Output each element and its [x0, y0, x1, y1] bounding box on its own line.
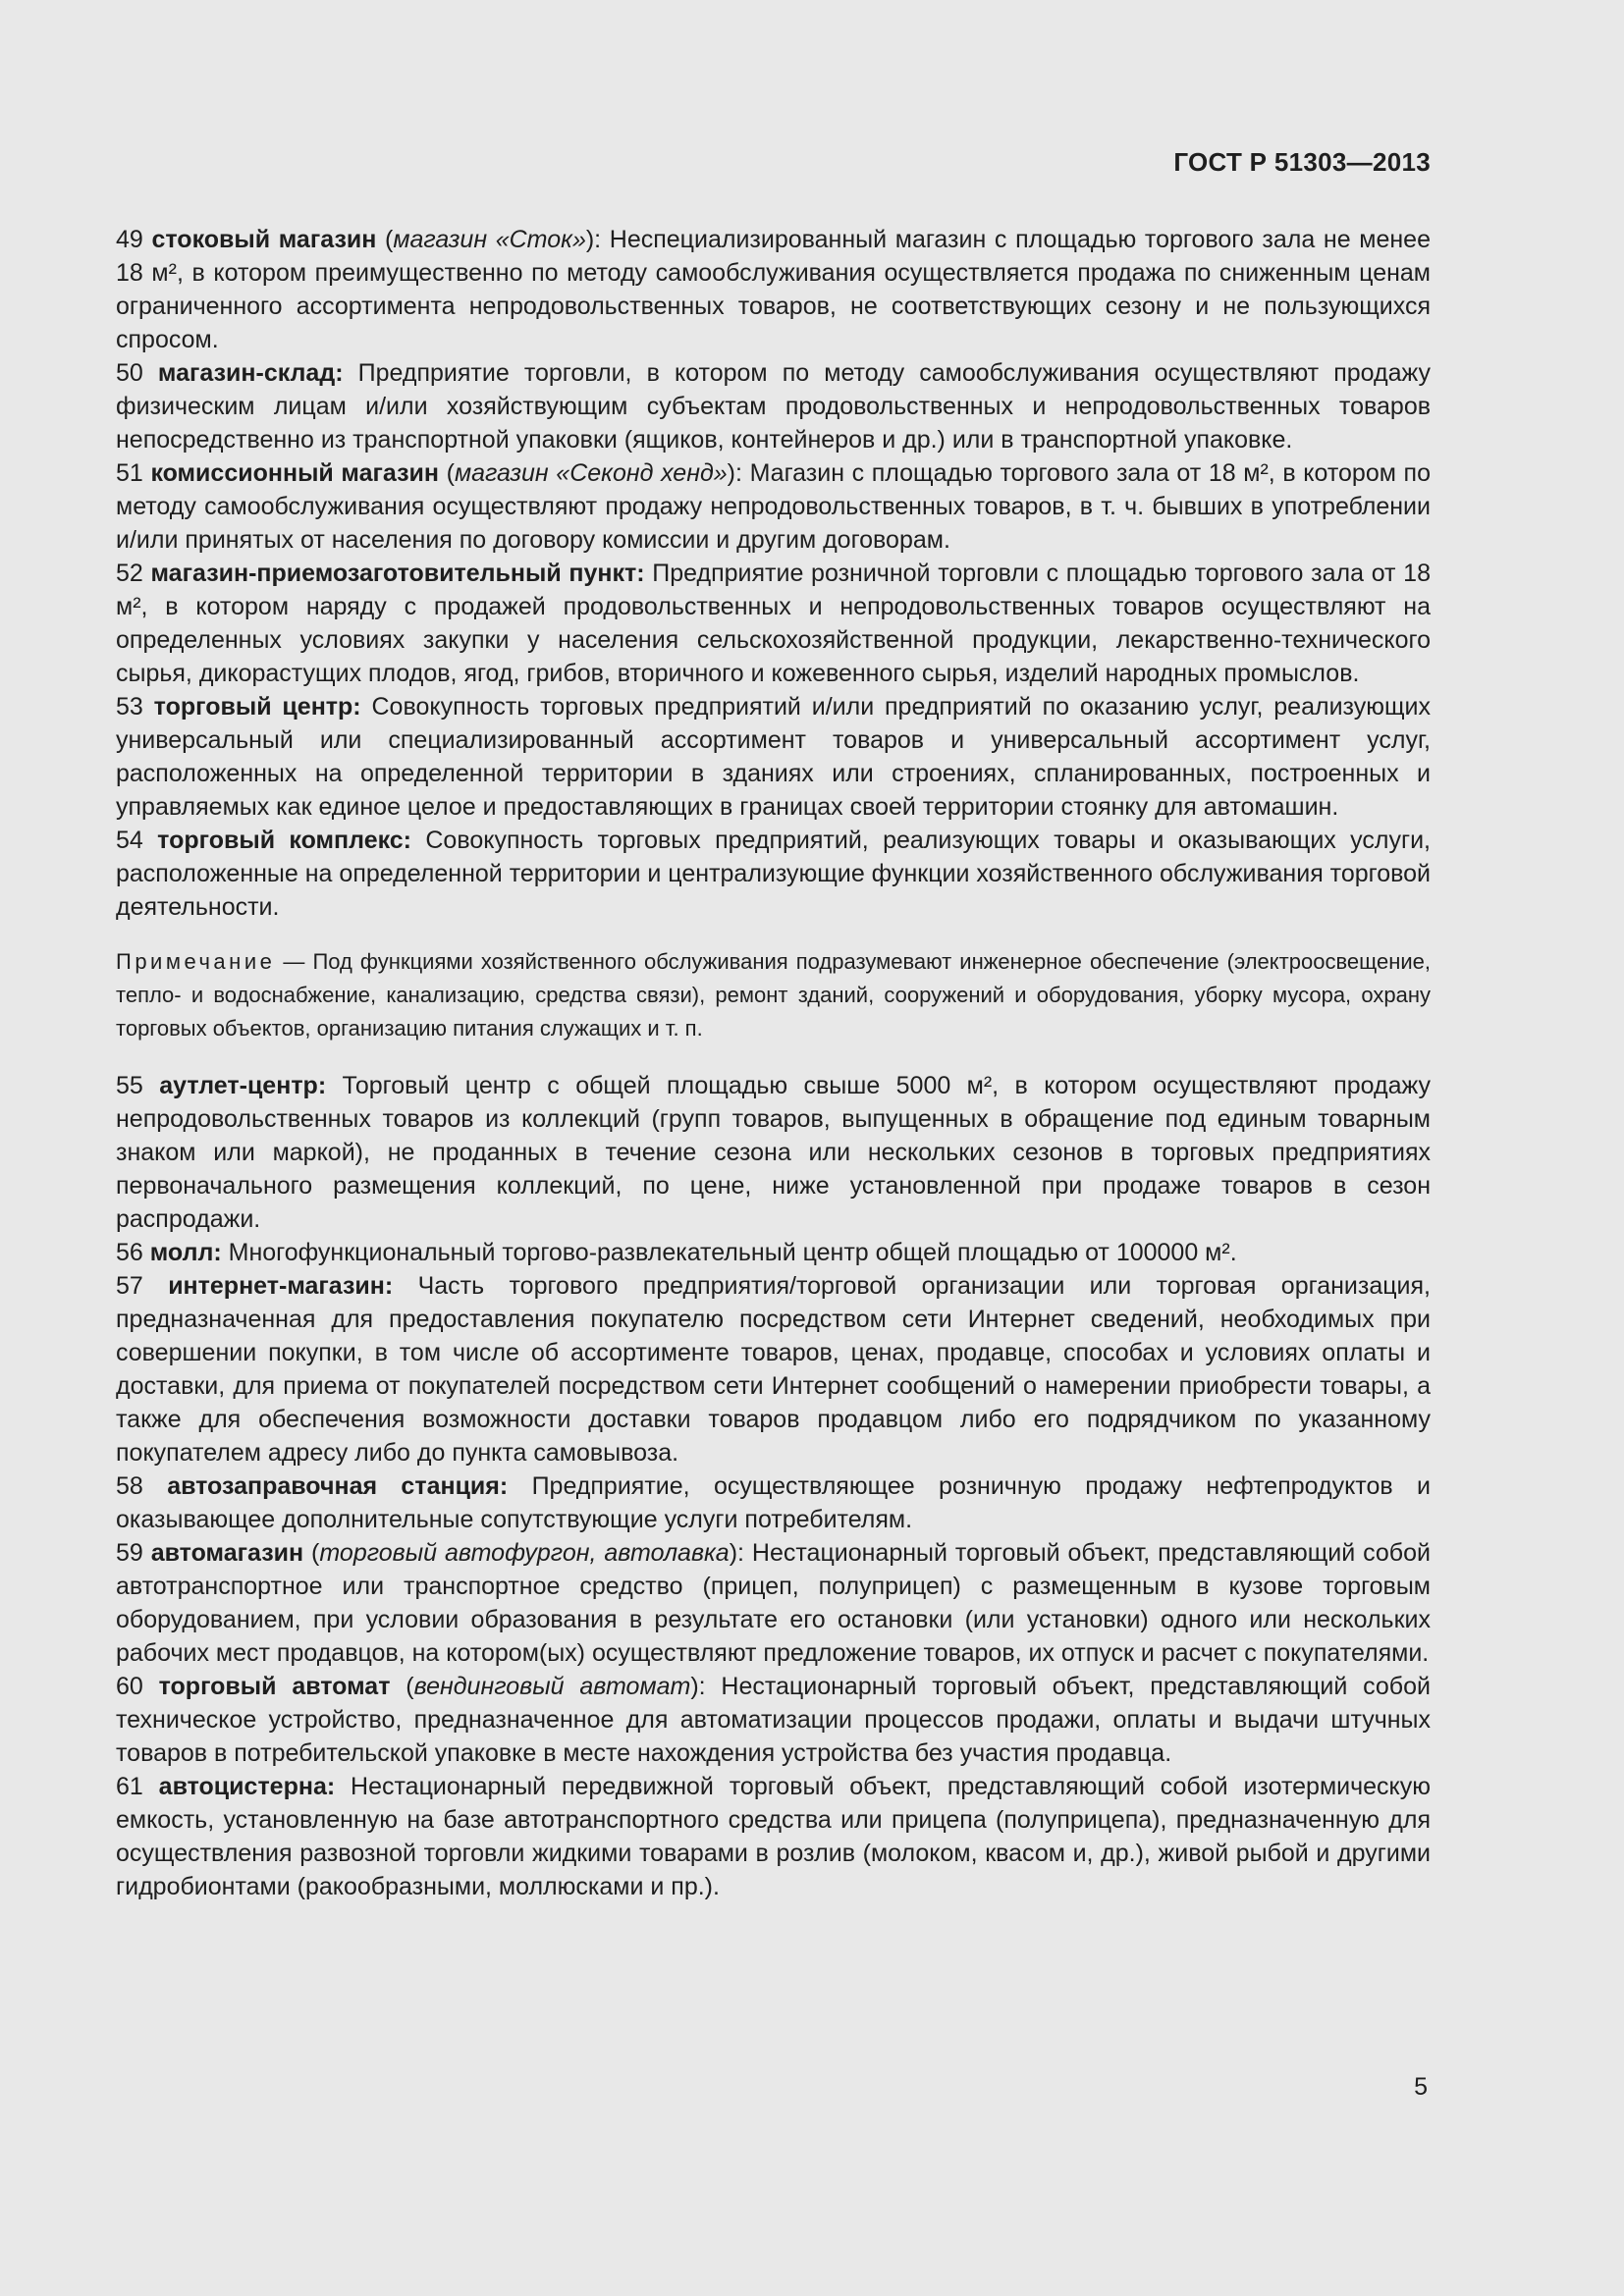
entry-number: 57 [116, 1272, 143, 1300]
definition-entry-57 [116, 1269, 1431, 1469]
definition-entry-56 [116, 1236, 1431, 1269]
definition-text: Совокупность торговых предприятий и/или предприятий по оказанию услуг, реализующих универсальный или специализированный ассортимент товаров и универсальный ассортимент услуг, расположенных на определенной территории в зданиях или строениях, спланированных, построенных и управляемых как единое целое и предоставляющих в границах своей территории стоянку для автомашин. [116, 693, 1432, 821]
definition-entry-55 [116, 1069, 1431, 1236]
definition-text: Торговый центр с общей площадью свыше 5000 м², в котором осуществляют продажу непродовольственных товаров из коллекций (групп товаров, выпущенных в обращение под единым товарным знаком или маркой), не проданных в течение сезона или нескольких сезонов в торговых предприятиях первоначального размещения коллекций, по цене, ниже установленной при продаже товаров в сезон распродажи. [116, 1072, 1431, 1233]
term: автоцистерна: [158, 1773, 336, 1800]
definition-text: Предприятие, осуществляющее розничную продажу нефтепродуктов и оказывающее дополнительные сопутствующие услуги потребителям. [116, 1472, 1431, 1533]
term: комиссионный магазин [150, 459, 439, 487]
definition-text: : Нестационарный торговый объект, представляющий собой автотранспортное или транспортное средство (прицеп, полуприцеп) с размещенным в кузове торговым оборудованием, при условии образования в результате его остановки (или установки) одного или нескольких рабочих мест продавцов, на котором(ых) осуществляют предложение товаров, их отпуск и расчет с покупателями. [116, 1539, 1431, 1667]
note-label: Примечание [116, 949, 276, 974]
term: торговый автомат [158, 1673, 391, 1700]
term: автомагазин [150, 1539, 304, 1567]
definition-entry-60: 60 торговый автомат (вендинговый автомат): Нестационарный торговый объект, представляющий собой техническое устройство, предназначенное для автоматизации процессов продажи, оплаты и выдачи штучных товаров в потребительской упаковке в месте нахождения устройства без участия продавца. [116, 1673, 1431, 1767]
definition-entry-50 [116, 356, 1431, 456]
term: торговый центр: [153, 693, 361, 721]
entry-number: 56 [116, 1239, 143, 1266]
term: интернет-магазин: [168, 1272, 394, 1300]
term-synonym: магазин «Секонд хенд» [454, 459, 728, 487]
entry-number: 60 [116, 1673, 143, 1700]
entry-number: 53 [116, 693, 143, 721]
definition-text: : Магазин с площадью торгового зала от 18 м², в котором по методу самообслуживания осуществляют продажу непродовольственных товаров, в т. ч. бывших в употреблении и/или принятых от населения по договору комиссии и другим договорам. [116, 459, 1431, 554]
definition-entry-61 [116, 1770, 1431, 1903]
definition-text: Предприятие торговли, в котором по методу самообслуживания осуществляют продажу физическим лицам и/или хозяйствующим субъектам продовольственных и непродовольственных товаров непосредственно из транспортной упаковки (ящиков, контейнеров и др.) или в транспортной упаковке. [116, 359, 1431, 454]
definition-text: : Неспециализированный магазин с площадью торгового зала не менее 18 м², в котором преимущественно по методу самообслуживания осуществляется продажа по сниженным ценам ограниченного ассортимента непродовольственных товаров, не соответствующих сезону и не пользующихся спросом. [116, 226, 1431, 353]
entry-number: 52 [116, 560, 143, 587]
definition-entry-51: 51 комиссионный магазин (магазин «Секонд хенд»): Магазин с площадью торгового зала от 18 м², в котором по методу самообслуживания осуществляют продажу непродовольственных товаров, в т. ч. бывших в употреблении и/или принятых от населения по договору комиссии и другим договорам. [116, 459, 1431, 554]
definition-entry-53 [116, 690, 1431, 824]
entry-number: 50 [116, 359, 143, 387]
entry-number: 59 [116, 1539, 143, 1567]
definition-entry-58 [116, 1469, 1431, 1536]
page-number: 5 [1414, 2073, 1428, 2101]
entry-number: 49 [116, 226, 143, 253]
note [116, 945, 1431, 1045]
term: магазин-приемозаготовительный пункт: [150, 560, 645, 587]
definition-entry-59: 59 автомагазин (торговый автофургон, автолавка): Нестационарный торговый объект, представляющий собой автотранспортное или транспортное средство (прицеп, полуприцеп) с размещенным в кузове торговым оборудованием, при условии образования в результате его остановки (или установки) одного или нескольких рабочих мест продавцов, на котором(ых) осуществляют предложение товаров, их отпуск и расчет с покупателями. [116, 1539, 1431, 1667]
entry-number: 58 [116, 1472, 143, 1500]
definition-entry-52 [116, 557, 1431, 690]
term: молл: [149, 1239, 222, 1266]
definition-text: Предприятие розничной торговли с площадью торгового зала от 18 м², в котором наряду с продажей продовольственных и непродовольственных товаров осуществляют на определенных условиях закупки у населения сельскохозяйственной продукции, лекарственно-технического сырья, дикорастущих плодов, ягод, грибов, вторичного и кожевенного сырья, изделий народных промыслов. [116, 560, 1431, 687]
definition-text: Нестационарный передвижной торговый объект, представляющий собой изотермическую емкость, установленную на базе автотранспортного средства или прицепа (полуприцепа), предназначенную для осуществления развозной торговли жидкими товарами в розлив (молоком, квасом и, др.), живой рыбой и другими гидробионтами (ракообразными, моллюсками и пр.). [116, 1773, 1431, 1900]
standard-header: ГОСТ Р 51303—2013 [1173, 147, 1431, 177]
term-synonym: магазин «Сток» [393, 226, 586, 253]
term-synonym: вендинговый автомат [413, 1673, 691, 1700]
term: автозаправочная станция: [167, 1472, 509, 1500]
term: стоковый магазин [151, 226, 377, 253]
definition-entry-49: 49 стоковый магазин (магазин «Сток»): Неспециализированный магазин с площадью торгового зала не менее 18 м², в котором преимущественно по методу самообслуживания осуществляется продажа по сниженным ценам ограниченного ассортимента непродовольственных товаров, не соответствующих сезону и не пользующихся спросом. [116, 226, 1431, 353]
entry-number: 51 [116, 459, 143, 487]
entry-number: 61 [116, 1773, 143, 1800]
term: аутлет-центр: [159, 1072, 327, 1099]
term-synonym: торговый автофургон, автолавка [319, 1539, 730, 1567]
document-body [116, 223, 1431, 1903]
definition-text: Часть торгового предприятия/торговой организации или торговая организация, предназначенная для предоставления покупателю посредством сети Интернет сведений, необходимых при совершении покупки, в том числе об ассортименте товаров, ценах, продавце, способах и условиях оплаты и доставки, для приема от покупателей посредством сети Интернет сообщений о намерении приобрести товары, а также для обеспечения возможности доставки товаров продавцом либо его подрядчиком по указанному покупателем адресу либо до пункта самовывоза. [116, 1272, 1431, 1467]
definition-entry-54 [116, 824, 1431, 924]
term: торговый комплекс: [157, 827, 412, 854]
definition-text: Многофункциональный торгово-развлекательный центр общей площадью от 100000 м². [221, 1239, 1237, 1266]
entry-number: 55 [116, 1072, 143, 1099]
entry-number: 54 [116, 827, 143, 854]
term: магазин-склад: [157, 359, 344, 387]
definition-text: : Нестационарный торговый объект, представляющий собой техническое устройство, предназначенное для автоматизации процессов продажи, оплаты и выдачи штучных товаров в потребительской упаковке в месте нахождения устройства без участия продавца. [116, 1673, 1431, 1767]
note-text: — Под функциями хозяйственного обслуживания подразумевают инженерное обеспечение (электроосвещение, тепло- и водоснабжение, канализацию, средства связи), ремонт зданий, сооружений и оборудования, уборку мусора, охрану торговых объектов, организацию питания служащих и т. п. [116, 949, 1431, 1041]
definition-text: Совокупность торговых предприятий, реализующих товары и оказывающих услуги, расположенные на определенной территории и централизующие функции хозяйственного обслуживания торговой деятельности. [116, 827, 1431, 921]
